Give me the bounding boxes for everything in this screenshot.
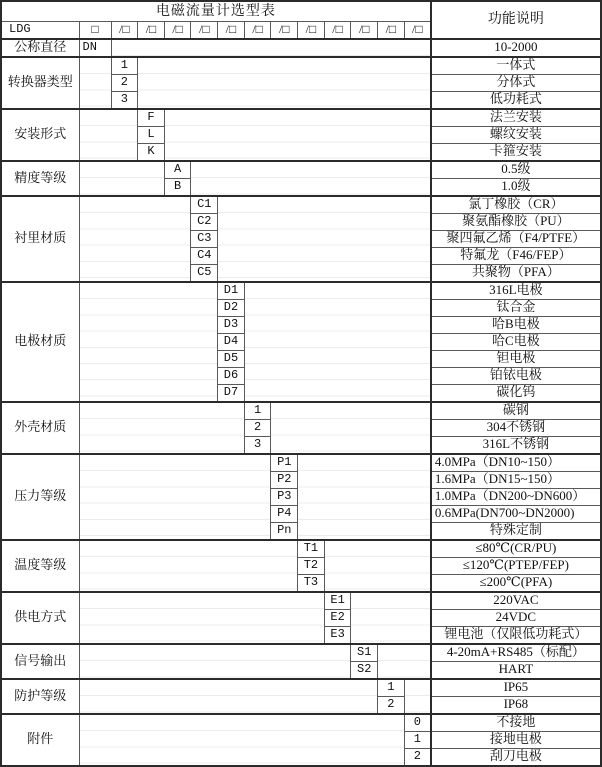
model-code-slot: /□ xyxy=(271,21,298,39)
code-cell: P1 xyxy=(271,454,298,472)
code-cell: C4 xyxy=(191,247,218,264)
code-cell: B xyxy=(164,178,191,196)
gap-cell xyxy=(79,196,191,282)
code-cell: T2 xyxy=(298,557,325,574)
code-cell: 1 xyxy=(111,57,138,75)
desc-cell: 304不锈钢 xyxy=(431,419,601,436)
gap-cell xyxy=(351,592,431,644)
code-cell: A xyxy=(164,161,191,179)
model-code-slot: /□ xyxy=(351,21,378,39)
desc-cell: 碳钢 xyxy=(431,402,601,420)
gap-cell xyxy=(404,679,431,714)
model-code-slot: /□ xyxy=(191,21,218,39)
model-code-slot: /□ xyxy=(138,21,165,39)
desc-cell: 1.6MPa（DN15~150） xyxy=(431,471,601,488)
code-cell: L xyxy=(138,126,165,143)
section-label: 精度等级 xyxy=(1,161,79,196)
desc-cell: ≤120℃(PTEP/FEP) xyxy=(431,557,601,574)
code-cell: P2 xyxy=(271,471,298,488)
section-label: 安装形式 xyxy=(1,109,79,161)
code-cell: 2 xyxy=(378,696,405,714)
table-title: 电磁流量计选型表 xyxy=(1,1,431,21)
desc-cell: 刮刀电极 xyxy=(431,748,601,766)
gap-cell xyxy=(79,714,404,766)
section-label: 电极材质 xyxy=(1,282,79,402)
gap-cell xyxy=(244,282,431,402)
code-cell: C2 xyxy=(191,213,218,230)
desc-cell: 1.0级 xyxy=(431,178,601,196)
section-label: 供电方式 xyxy=(1,592,79,644)
code-cell: 1 xyxy=(244,402,271,420)
code-cell: 2 xyxy=(244,419,271,436)
code-cell: F xyxy=(138,109,165,127)
gap-cell xyxy=(79,109,138,161)
desc-cell: IP68 xyxy=(431,696,601,714)
code-cell: C3 xyxy=(191,230,218,247)
desc-cell: 锂电池（仅限低功耗式） xyxy=(431,626,601,644)
code-cell: E3 xyxy=(324,626,351,644)
model-code-box: □ xyxy=(79,21,111,39)
code-cell: 1 xyxy=(378,679,405,697)
code-cell: 2 xyxy=(404,748,431,766)
desc-cell: 接地电极 xyxy=(431,731,601,748)
desc-cell: 分体式 xyxy=(431,74,601,91)
desc-cell: 螺纹安装 xyxy=(431,126,601,143)
model-prefix: LDG xyxy=(1,21,79,39)
section-label: 防护等级 xyxy=(1,679,79,714)
desc-cell: 氯丁橡胶（CR） xyxy=(431,196,601,214)
code-cell: C5 xyxy=(191,264,218,282)
code-cell: 2 xyxy=(111,74,138,91)
gap-cell xyxy=(79,402,244,454)
code-cell: T1 xyxy=(298,540,325,558)
code-cell: D4 xyxy=(218,333,245,350)
section-label: 压力等级 xyxy=(1,454,79,540)
code-cell: S2 xyxy=(351,661,378,679)
gap-cell xyxy=(79,679,378,714)
section-label: 信号输出 xyxy=(1,644,79,679)
code-cell: 3 xyxy=(111,91,138,109)
desc-cell: 低功耗式 xyxy=(431,91,601,109)
model-code-slot: /□ xyxy=(324,21,351,39)
gap-cell xyxy=(79,282,218,402)
gap-cell xyxy=(79,540,298,592)
gap-cell xyxy=(218,196,431,282)
function-column-header: 功能说明 xyxy=(431,1,601,39)
gap-cell xyxy=(298,454,431,540)
model-code-slot: /□ xyxy=(404,21,431,39)
desc-cell: 碳化钨 xyxy=(431,384,601,402)
desc-cell: 一体式 xyxy=(431,57,601,75)
desc-cell: 0.6MPa(DN700~DN2000) xyxy=(431,505,601,522)
gap-cell xyxy=(79,592,324,644)
gap-cell xyxy=(164,109,431,161)
gap-cell xyxy=(324,540,431,592)
desc-cell: 4-20mA+RS485（标配） xyxy=(431,644,601,662)
gap-cell xyxy=(79,454,271,540)
code-cell: D3 xyxy=(218,316,245,333)
desc-cell: 316L电极 xyxy=(431,282,601,300)
desc-cell: 24VDC xyxy=(431,609,601,626)
gap-cell xyxy=(111,39,431,57)
desc-cell: 0.5级 xyxy=(431,161,601,179)
section-label: 公称直径 xyxy=(1,39,79,57)
desc-cell: 4.0MPa（DN10~150） xyxy=(431,454,601,472)
desc-cell: 哈B电极 xyxy=(431,316,601,333)
desc-cell: 聚氨酯橡胶（PU） xyxy=(431,213,601,230)
code-cell: K xyxy=(138,143,165,161)
desc-cell: 316L不锈钢 xyxy=(431,436,601,454)
code-cell: D5 xyxy=(218,350,245,367)
desc-cell: 10-2000 xyxy=(431,39,601,57)
desc-cell: 法兰安装 xyxy=(431,109,601,127)
model-code-slot: /□ xyxy=(244,21,271,39)
gap-cell xyxy=(271,402,431,454)
desc-cell: 不接地 xyxy=(431,714,601,732)
code-cell: 3 xyxy=(244,436,271,454)
code-cell: E2 xyxy=(324,609,351,626)
gap-cell xyxy=(79,57,111,109)
desc-cell: 铂铱电极 xyxy=(431,367,601,384)
section-label: 衬里材质 xyxy=(1,196,79,282)
desc-cell: 特氟龙（F46/FEP） xyxy=(431,247,601,264)
desc-cell: 1.0MPa（DN200~DN600） xyxy=(431,488,601,505)
code-cell: D6 xyxy=(218,367,245,384)
code-cell: T3 xyxy=(298,574,325,592)
model-code-slot: /□ xyxy=(218,21,245,39)
code-cell: DN xyxy=(79,39,111,57)
code-cell: 1 xyxy=(404,731,431,748)
model-code-slot: /□ xyxy=(298,21,325,39)
code-cell: D1 xyxy=(218,282,245,300)
section-label: 温度等级 xyxy=(1,540,79,592)
gap-cell xyxy=(378,644,431,679)
section-label: 转换器类型 xyxy=(1,57,79,109)
desc-cell: 哈C电极 xyxy=(431,333,601,350)
model-code-slot: /□ xyxy=(378,21,405,39)
section-label: 外壳材质 xyxy=(1,402,79,454)
desc-cell: 钛合金 xyxy=(431,299,601,316)
code-cell: Pn xyxy=(271,522,298,540)
gap-cell xyxy=(138,57,431,109)
model-code-slot: /□ xyxy=(111,21,138,39)
desc-cell: ≤200℃(PFA) xyxy=(431,574,601,592)
desc-cell: ≤80℃(CR/PU) xyxy=(431,540,601,558)
gap-cell xyxy=(191,161,431,196)
desc-cell: IP65 xyxy=(431,679,601,697)
section-label: 附件 xyxy=(1,714,79,766)
code-cell: D2 xyxy=(218,299,245,316)
desc-cell: 特殊定制 xyxy=(431,522,601,540)
desc-cell: 共聚物（PFA） xyxy=(431,264,601,282)
code-cell: C1 xyxy=(191,196,218,214)
code-cell: D7 xyxy=(218,384,245,402)
desc-cell: 220VAC xyxy=(431,592,601,610)
desc-cell: HART xyxy=(431,661,601,679)
code-cell: P4 xyxy=(271,505,298,522)
code-cell: 0 xyxy=(404,714,431,732)
desc-cell: 钽电极 xyxy=(431,350,601,367)
desc-cell: 聚四氟乙烯（F4/PTFE） xyxy=(431,230,601,247)
code-cell: P3 xyxy=(271,488,298,505)
gap-cell xyxy=(79,644,351,679)
desc-cell: 卡箍安装 xyxy=(431,143,601,161)
gap-cell xyxy=(79,161,164,196)
code-cell: S1 xyxy=(351,644,378,662)
model-code-slot: /□ xyxy=(164,21,191,39)
code-cell: E1 xyxy=(324,592,351,610)
